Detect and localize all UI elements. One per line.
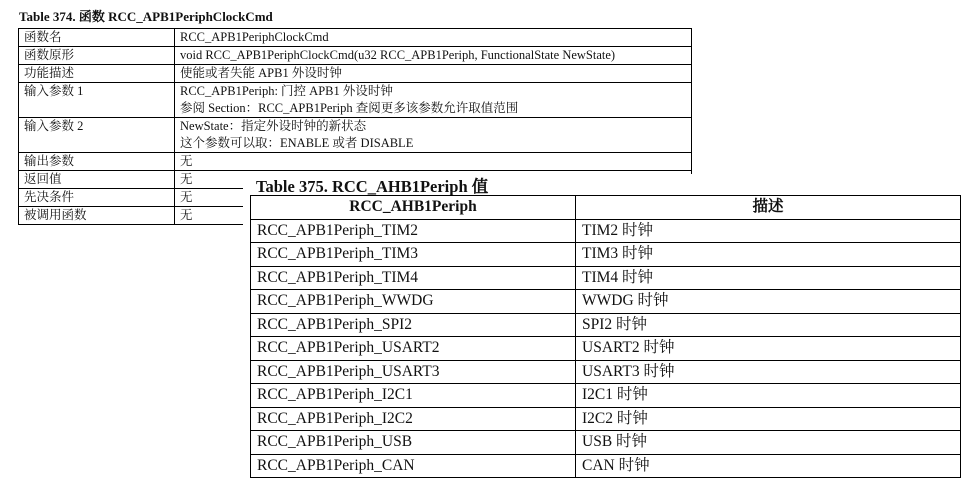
- periph-name-cell: RCC_APB1Periph_USB: [251, 431, 576, 455]
- table-374-caption: Table 374. 函数 RCC_APB1PeriphClockCmd: [19, 9, 273, 24]
- description-cell: CAN 时钟: [576, 454, 961, 478]
- column-header-description: 描述: [576, 196, 961, 220]
- spec-key: 函数原形: [19, 47, 175, 65]
- spec-value: [175, 29, 692, 47]
- spec-value-line: 无: [180, 190, 193, 204]
- spec-value-line: RCC_APB1Periph: 门控 APB1 外设时钟: [180, 84, 393, 98]
- description-cell: I2C1 时钟: [576, 384, 961, 408]
- table-row: [251, 290, 961, 314]
- periph-name-cell: RCC_APB1Periph_WWDG: [251, 290, 576, 314]
- table-row: [251, 407, 961, 431]
- spec-key: 输入参数 2: [19, 118, 175, 153]
- spec-value-line: NewState：指定外设时钟的新状态: [180, 119, 367, 133]
- table-row: [251, 384, 961, 408]
- table-row: [251, 243, 961, 267]
- spec-key: 被调用函数: [19, 207, 175, 225]
- spec-value-line: 无: [180, 172, 193, 186]
- table-row: [19, 29, 692, 47]
- periph-name-cell: RCC_APB1Periph_TIM2: [251, 219, 576, 243]
- spec-key: 返回值: [19, 171, 175, 189]
- spec-value-line: 这个参数可以取：ENABLE 或者 DISABLE: [180, 136, 414, 150]
- spec-key: 函数名: [19, 29, 175, 47]
- spec-value-line: 参阅 Section：RCC_APB1Periph 查阅更多该参数允许取值范围: [180, 101, 519, 115]
- spec-value-line: 无: [180, 154, 193, 168]
- periph-values-panel: [243, 174, 968, 489]
- periph-name-cell: RCC_APB1Periph_USART2: [251, 337, 576, 361]
- table-375-caption: Table 375. RCC_AHB1Periph 值: [256, 177, 489, 196]
- table-row: [251, 266, 961, 290]
- spec-key: 输入参数 1: [19, 83, 175, 118]
- spec-value-line: RCC_APB1PeriphClockCmd: [180, 30, 329, 44]
- spec-key: 功能描述: [19, 65, 175, 83]
- table-row: [251, 360, 961, 384]
- spec-value-line: 使能或者失能 APB1 外设时钟: [180, 66, 342, 80]
- table-row: [19, 83, 692, 118]
- header-row: [251, 196, 961, 220]
- spec-value: [175, 153, 692, 171]
- table-row: [251, 337, 961, 361]
- spec-key: 输出参数: [19, 153, 175, 171]
- periph-name-cell: RCC_APB1Periph_SPI2: [251, 313, 576, 337]
- spec-value: [175, 118, 692, 153]
- table-row: [251, 431, 961, 455]
- table-row: [251, 454, 961, 478]
- periph-name-cell: RCC_APB1Periph_I2C2: [251, 407, 576, 431]
- table-row: [19, 153, 692, 171]
- spec-value-line: 无: [180, 208, 193, 222]
- table-row: [251, 219, 961, 243]
- periph-values-body: [251, 219, 961, 478]
- table-row: [19, 65, 692, 83]
- description-cell: I2C2 时钟: [576, 407, 961, 431]
- periph-name-cell: RCC_APB1Periph_I2C1: [251, 384, 576, 408]
- description-cell: USB 时钟: [576, 431, 961, 455]
- periph-name-cell: RCC_APB1Periph_CAN: [251, 454, 576, 478]
- table-row: [251, 313, 961, 337]
- periph-name-cell: RCC_APB1Periph_USART3: [251, 360, 576, 384]
- periph-values-table: [250, 195, 961, 478]
- periph-values-head: [251, 196, 961, 220]
- description-cell: TIM2 时钟: [576, 219, 961, 243]
- table-row: [19, 47, 692, 65]
- description-cell: USART2 时钟: [576, 337, 961, 361]
- spec-value: [175, 47, 692, 65]
- spec-value: [175, 83, 692, 118]
- description-cell: TIM4 时钟: [576, 266, 961, 290]
- table-row: [19, 118, 692, 153]
- periph-name-cell: RCC_APB1Periph_TIM4: [251, 266, 576, 290]
- description-cell: SPI2 时钟: [576, 313, 961, 337]
- description-cell: WWDG 时钟: [576, 290, 961, 314]
- spec-value-line: void RCC_APB1PeriphClockCmd(u32 RCC_APB1Periph, FunctionalState NewState): [180, 48, 616, 62]
- description-cell: TIM3 时钟: [576, 243, 961, 267]
- periph-name-cell: RCC_APB1Periph_TIM3: [251, 243, 576, 267]
- column-header-periph: RCC_AHB1Periph: [251, 196, 576, 220]
- spec-value: [175, 65, 692, 83]
- spec-key: 先决条件: [19, 189, 175, 207]
- description-cell: USART3 时钟: [576, 360, 961, 384]
